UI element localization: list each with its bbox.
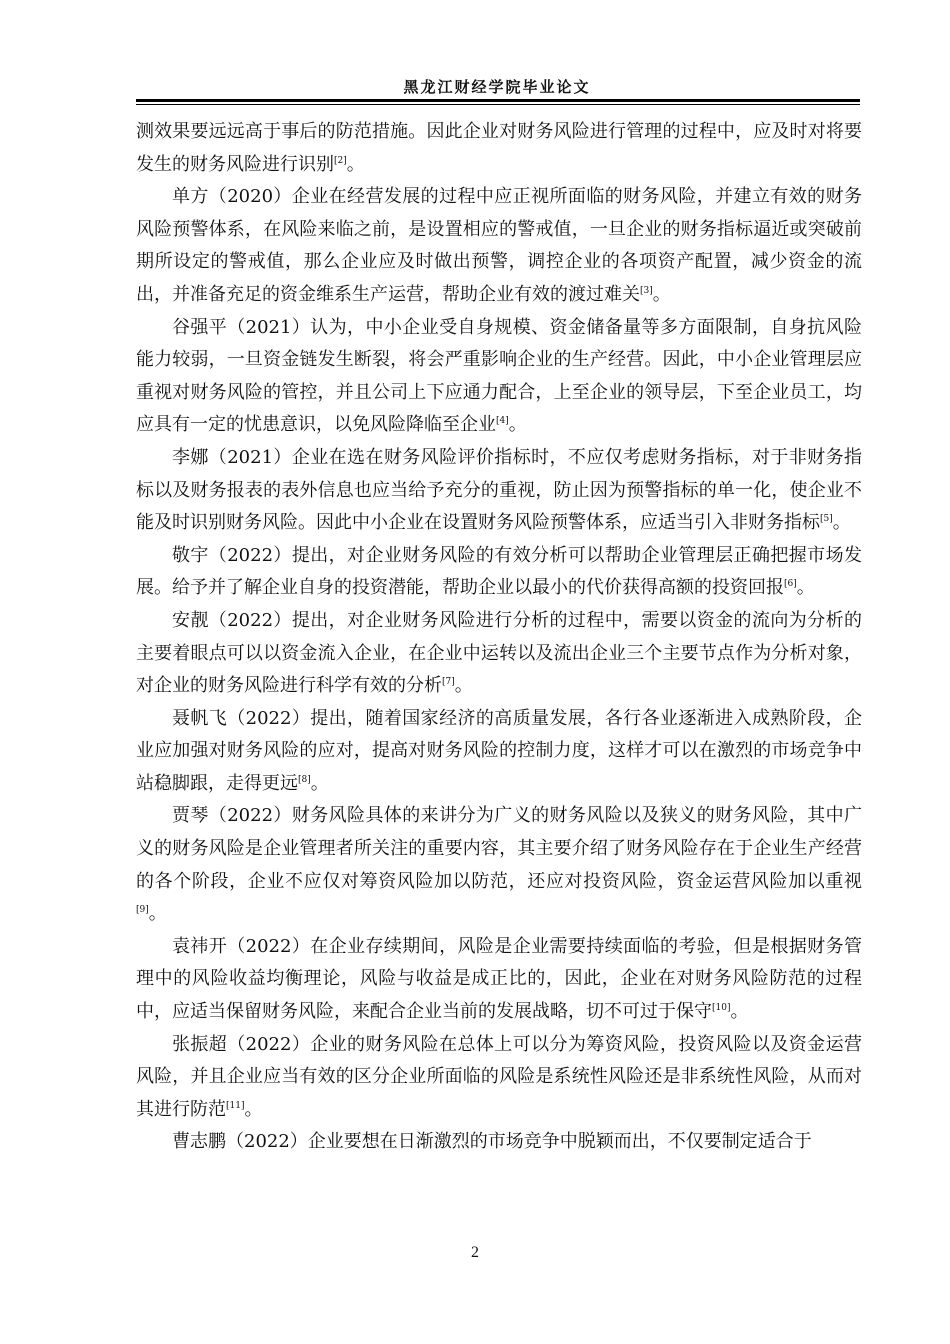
page-number: 2: [471, 1244, 479, 1261]
paragraph: [136, 312, 862, 442]
document-header-title: 黑龙江财经学院毕业论文: [403, 78, 591, 96]
paragraph-tail: 。: [454, 675, 473, 697]
paragraph-text: 测效果要远远高于事后的防范措施。因此企业对财务风险进行管理的过程中，应及时对将要发生的财务风险进行识别: [136, 121, 862, 175]
paragraph: [136, 540, 862, 605]
paragraph-tail: 。: [244, 1098, 263, 1120]
header-rule-thick: [136, 99, 860, 102]
paragraph: [136, 1126, 862, 1159]
citation-marker: [5]: [820, 514, 833, 525]
paragraph: [136, 800, 862, 930]
paragraph-tail: 。: [796, 577, 815, 599]
paragraph: [136, 116, 862, 181]
paragraph: [136, 442, 862, 540]
citation-marker: [9]: [136, 905, 149, 916]
citation-marker: [8]: [298, 774, 311, 785]
paragraph-text: 聂帆飞（2022）提出，随着国家经济的高质量发展，各行各业逐渐进入成熟阶段，企业应加强对财务风险的应对，提高对财务风险的控制力度，这样才可以在激烈的市场竞争中站稳脚跟，走得更远: [136, 707, 862, 794]
paragraph-text: 曹志鹏（2022）企业要想在日渐激烈的市场竞争中脱颖而出，不仅要制定适合于: [172, 1131, 812, 1153]
paragraph-tail: 。: [730, 1001, 749, 1023]
paragraph: [136, 605, 862, 703]
paragraph: [136, 1029, 862, 1127]
paragraph-text: 贾琴（2022）财务风险具体的来讲分为广义的财务风险以及狭义的财务风险，其中广义的财务风险是企业管理者所关注的重要内容，其主要介绍了财务风险存在于企业生产经营的各个阶段，企业不应仅对筹资风险加以防范，还应对投资风险，资金运营风险加以重视: [136, 805, 862, 892]
citation-marker: [3]: [640, 285, 653, 296]
citation-marker: [4]: [496, 416, 509, 427]
header-rule-thin: [136, 104, 860, 105]
paragraph-tail: 。: [508, 414, 527, 436]
paragraph-text: 敬宇（2022）提出，对企业财务风险的有效分析可以帮助企业管理层正确把握市场发展。给予并了解企业自身的投资潜能，帮助企业以最小的代价获得高额的投资回报: [136, 544, 862, 599]
paragraph: [136, 181, 862, 311]
paragraph-text: 谷强平（2021）认为，中小企业受自身规模、资金储备量等多方面限制，自身抗风险能力较弱，一旦资金链发生断裂，将会严重影响企业的生产经营。因此，中小企业管理层应重视对财务风险的管控，并且公司上下应通力配合，上至企业的领导层，下至企业员工，均应具有一定的忧患意识，以免风险降临至企业: [136, 316, 862, 436]
paragraph-text: 张振超（2022）企业的财务风险在总体上可以分为筹资风险，投资风险以及资金运营风险，并且企业应当有效的区分企业所面临的风险是系统性风险还是非系统性风险，从而对其进行防范: [136, 1033, 862, 1120]
citation-marker: [6]: [784, 579, 797, 590]
paragraph: [136, 703, 862, 801]
document-body: [136, 116, 862, 1159]
citation-marker: [10]: [712, 1003, 731, 1014]
paragraph-text: 单方（2020）企业在经营发展的过程中应正视所面临的财务风险，并建立有效的财务风险预警体系，在风险来临之前，是设置相应的警戒值，一旦企业的财务指标逼近或突破前期所设定的警戒值，那么企业应及时做出预警，调控企业的各项资产配置，减少资金的流出，并准备充足的资金维系生产运营，帮助企业有效的渡过难关: [136, 186, 862, 305]
citation-marker: [2]: [334, 155, 347, 166]
paragraph-tail: 。: [346, 153, 365, 175]
paragraph: [136, 931, 862, 1029]
paragraph-tail: 。: [148, 903, 167, 925]
paragraph-text: 安靓（2022）提出，对企业财务风险进行分析的过程中，需要以资金的流向为分析的主要着眼点可以以资金流入企业，在企业中运转以及流出企业三个主要节点作为分析对象，对企业的财务风险进行科学有效的分析: [136, 609, 862, 697]
paragraph-text: 李娜（2021）企业在选在财务风险评价指标时，不应仅考虑财务指标，对于非财务指标以及财务报表的表外信息也应当给予充分的重视，防止因为预警指标的单一化，使企业不能及时识别财务风险。因此中小企业在设置财务风险预警体系，应适当引入非财务指标: [136, 446, 862, 534]
paragraph-tail: 。: [832, 512, 851, 534]
citation-marker: [11]: [226, 1100, 245, 1111]
citation-marker: [7]: [442, 677, 455, 688]
paragraph-text: 袁祎开（2022）在企业存续期间，风险是企业需要持续面临的考验，但是根据财务管理中的风险收益均衡理论，风险与收益是成正比的，因此，企业在对财务风险防范的过程中，应适当保留财务风险，来配合企业当前的发展战略，切不可过于保守: [136, 935, 862, 1023]
paragraph-tail: 。: [652, 283, 671, 305]
paragraph-tail: 。: [310, 772, 329, 794]
